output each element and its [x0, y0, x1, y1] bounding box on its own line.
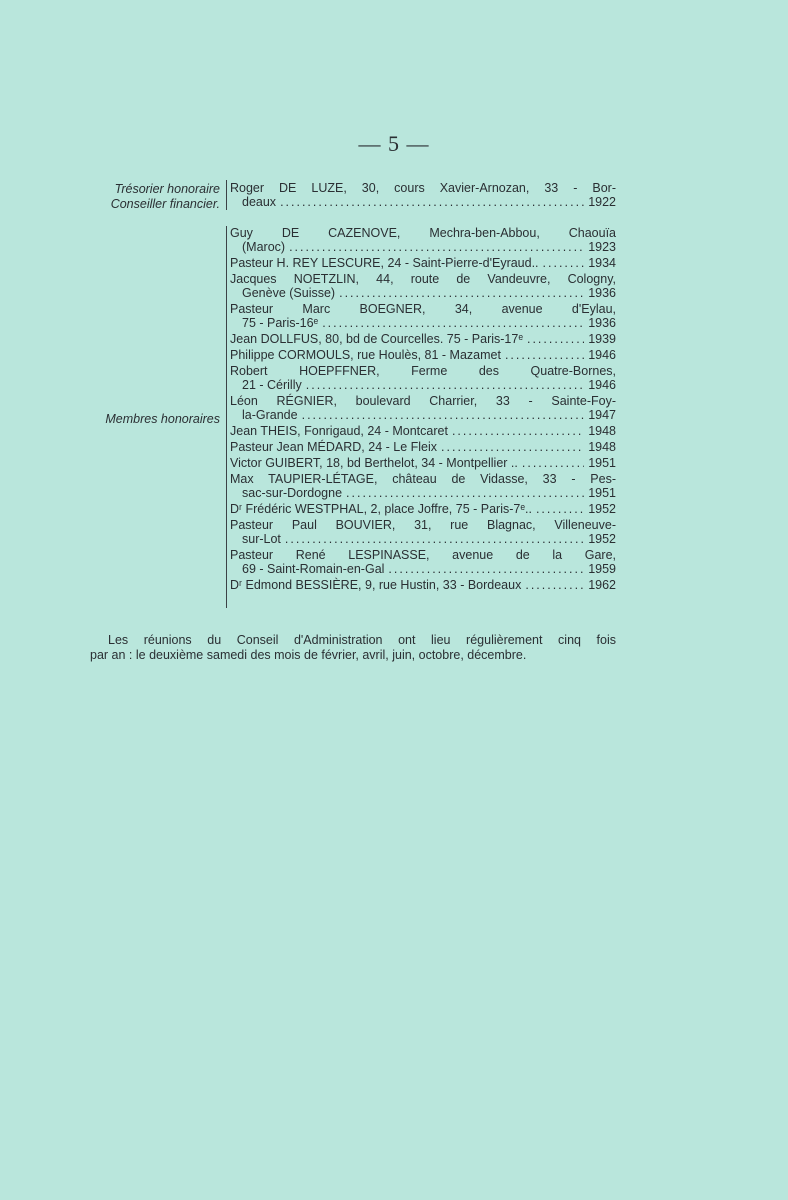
leader-dots [527, 332, 584, 346]
member-entry [230, 502, 616, 516]
leader-dots [522, 456, 584, 470]
members-bracket-line [226, 226, 227, 608]
member-entry [230, 440, 616, 454]
entry-text: Pasteur Jean MÉDARD, 24 - Le Fleix [230, 440, 438, 455]
leader-dots [306, 378, 584, 392]
member-entry [230, 364, 616, 392]
entry-last-line [230, 456, 616, 470]
entry-text: 21 - Cérilly [242, 378, 302, 393]
meeting-note-line1: Les réunions du Conseil d'Administration ont lieu régulièrement cinq fois [108, 633, 616, 647]
treasurer-entry [230, 181, 616, 209]
member-entry [230, 394, 616, 422]
entry-last-line [230, 286, 616, 300]
entry-last-line [230, 240, 616, 254]
entry-text: Victor GUIBERT, 18, bd Berthelot, 34 - Montpellier .. [230, 455, 518, 470]
entry-line: Guy DE CAZENOVE, Mechra-ben-Abbou, Chaouïa [230, 226, 616, 240]
entry-year: 1959 [588, 562, 616, 577]
entry-year: 1962 [588, 577, 616, 592]
entry-text: Dʳ Edmond BESSIÈRE, 9, rue Hustin, 33 - Bordeaux [230, 577, 522, 592]
leader-dots [302, 408, 584, 422]
leader-dots [441, 440, 584, 454]
member-entry [230, 472, 616, 500]
leader-dots [536, 502, 584, 516]
leader-dots [543, 256, 584, 270]
treasurer-entries [230, 181, 616, 211]
member-entry [230, 348, 616, 362]
member-entry [230, 302, 616, 330]
entry-line: Jacques NOETZLIN, 44, route de Vandeuvre, Cologny, [230, 271, 616, 286]
entry-year: 1939 [588, 332, 616, 347]
entry-year: 1922 [588, 195, 616, 210]
meeting-note-line2: par an : le deuxième samedi des mois de février, avril, juin, octobre, décembre. [90, 648, 527, 662]
entry-year: 1947 [588, 408, 616, 423]
entry-year: 1923 [588, 240, 616, 255]
treasurer-label [78, 182, 220, 212]
entry-year: 1952 [588, 532, 616, 546]
entry-year: 1952 [588, 501, 616, 516]
entry-last-line [230, 348, 616, 362]
entry-year: 1936 [588, 286, 616, 301]
entry-last-line [230, 532, 616, 546]
entry-text: Pasteur H. REY LESCURE, 24 - Saint-Pierre-d'Eyraud.. [230, 256, 539, 271]
entry-year: 1951 [588, 455, 616, 470]
entry-year: 1946 [588, 348, 616, 363]
entry-text: Jean DOLLFUS, 80, bd de Courcelles. 75 - Paris-17ᵉ [230, 332, 523, 347]
leader-dots [388, 562, 584, 576]
entry-text: Jean THEIS, Fonrigaud, 24 - Montcaret [230, 424, 448, 439]
entry-line: Robert HOEPFFNER, Ferme des Quatre-Bornes, [230, 363, 616, 378]
entry-line: Léon RÉGNIER, boulevard Charrier, 33 - Sainte-Foy- [230, 394, 616, 409]
leader-dots [525, 578, 584, 592]
entry-last-line [230, 332, 616, 346]
entry-year: 1951 [588, 486, 616, 501]
entry-text: Dʳ Frédéric WESTPHAL, 2, place Joffre, 75 - Paris-7ᵉ.. [230, 501, 532, 516]
entry-text: deaux [242, 195, 277, 210]
leader-dots [285, 532, 584, 546]
member-entry [230, 256, 616, 270]
member-entry [230, 518, 616, 546]
members-label: Membres honoraires [105, 412, 220, 426]
entry-text: Philippe CORMOULS, rue Houlès, 81 - Mazamet [230, 348, 501, 363]
entry-line: Pasteur Paul BOUVIER, 31, rue Blagnac, Villeneuve- [230, 517, 616, 532]
leader-dots [452, 424, 584, 438]
leader-dots [505, 348, 584, 362]
entry-last-line [230, 562, 616, 576]
entry-line: Roger DE LUZE, 30, cours Xavier-Arnozan, 33 - Bor- [230, 181, 616, 195]
member-entry [230, 332, 616, 346]
entry-last-line [230, 440, 616, 454]
treasurer-bracket-line [226, 180, 227, 210]
leader-dots [289, 240, 584, 254]
treasurer-label-line1: Trésorier honoraire [114, 182, 220, 196]
member-entry [230, 456, 616, 470]
entry-year: 1946 [588, 378, 616, 393]
entry-text: (Maroc) [242, 240, 286, 255]
entry-text: la-Grande [242, 408, 298, 423]
member-entries [230, 226, 616, 594]
leader-dots [346, 486, 584, 500]
meeting-note [90, 633, 616, 663]
entry-text: sac-sur-Dordogne [242, 486, 343, 501]
leader-dots [322, 316, 584, 330]
entry-last-line [230, 486, 616, 500]
member-entry [230, 578, 616, 592]
entry-line: Pasteur Marc BOEGNER, 34, avenue d'Eylau, [230, 302, 616, 317]
entry-line: Pasteur René LESPINASSE, avenue de la Gare, [230, 547, 616, 562]
entry-year: 1936 [588, 316, 616, 331]
entry-year: 1948 [588, 440, 616, 455]
entry-text: 69 - Saint-Romain-en-Gal [242, 562, 385, 577]
entry-year: 1934 [588, 256, 616, 271]
entry-last-line [230, 256, 616, 270]
entry-last-line [230, 424, 616, 438]
entry-text: Genève (Suisse) [242, 286, 336, 301]
entry-last-line [230, 195, 616, 209]
page-number: — 5 — [358, 131, 430, 156]
treasurer-label-line2: Conseiller financier. [110, 197, 220, 211]
leader-dots [339, 286, 584, 300]
entry-last-line [230, 316, 616, 330]
entry-last-line [230, 578, 616, 592]
entry-last-line [230, 378, 616, 392]
entry-line: Max TAUPIER-LÉTAGE, château de Vidasse, 33 - Pes- [230, 471, 616, 486]
member-entry [230, 548, 616, 576]
member-entry [230, 226, 616, 254]
entry-year: 1948 [588, 424, 616, 439]
entry-text: sur-Lot [242, 532, 281, 546]
member-entry [230, 272, 616, 300]
entry-last-line [230, 408, 616, 422]
leader-dots [280, 195, 584, 209]
member-entry [230, 424, 616, 438]
entry-text: 75 - Paris-16ᵉ [242, 316, 319, 331]
entry-last-line [230, 502, 616, 516]
